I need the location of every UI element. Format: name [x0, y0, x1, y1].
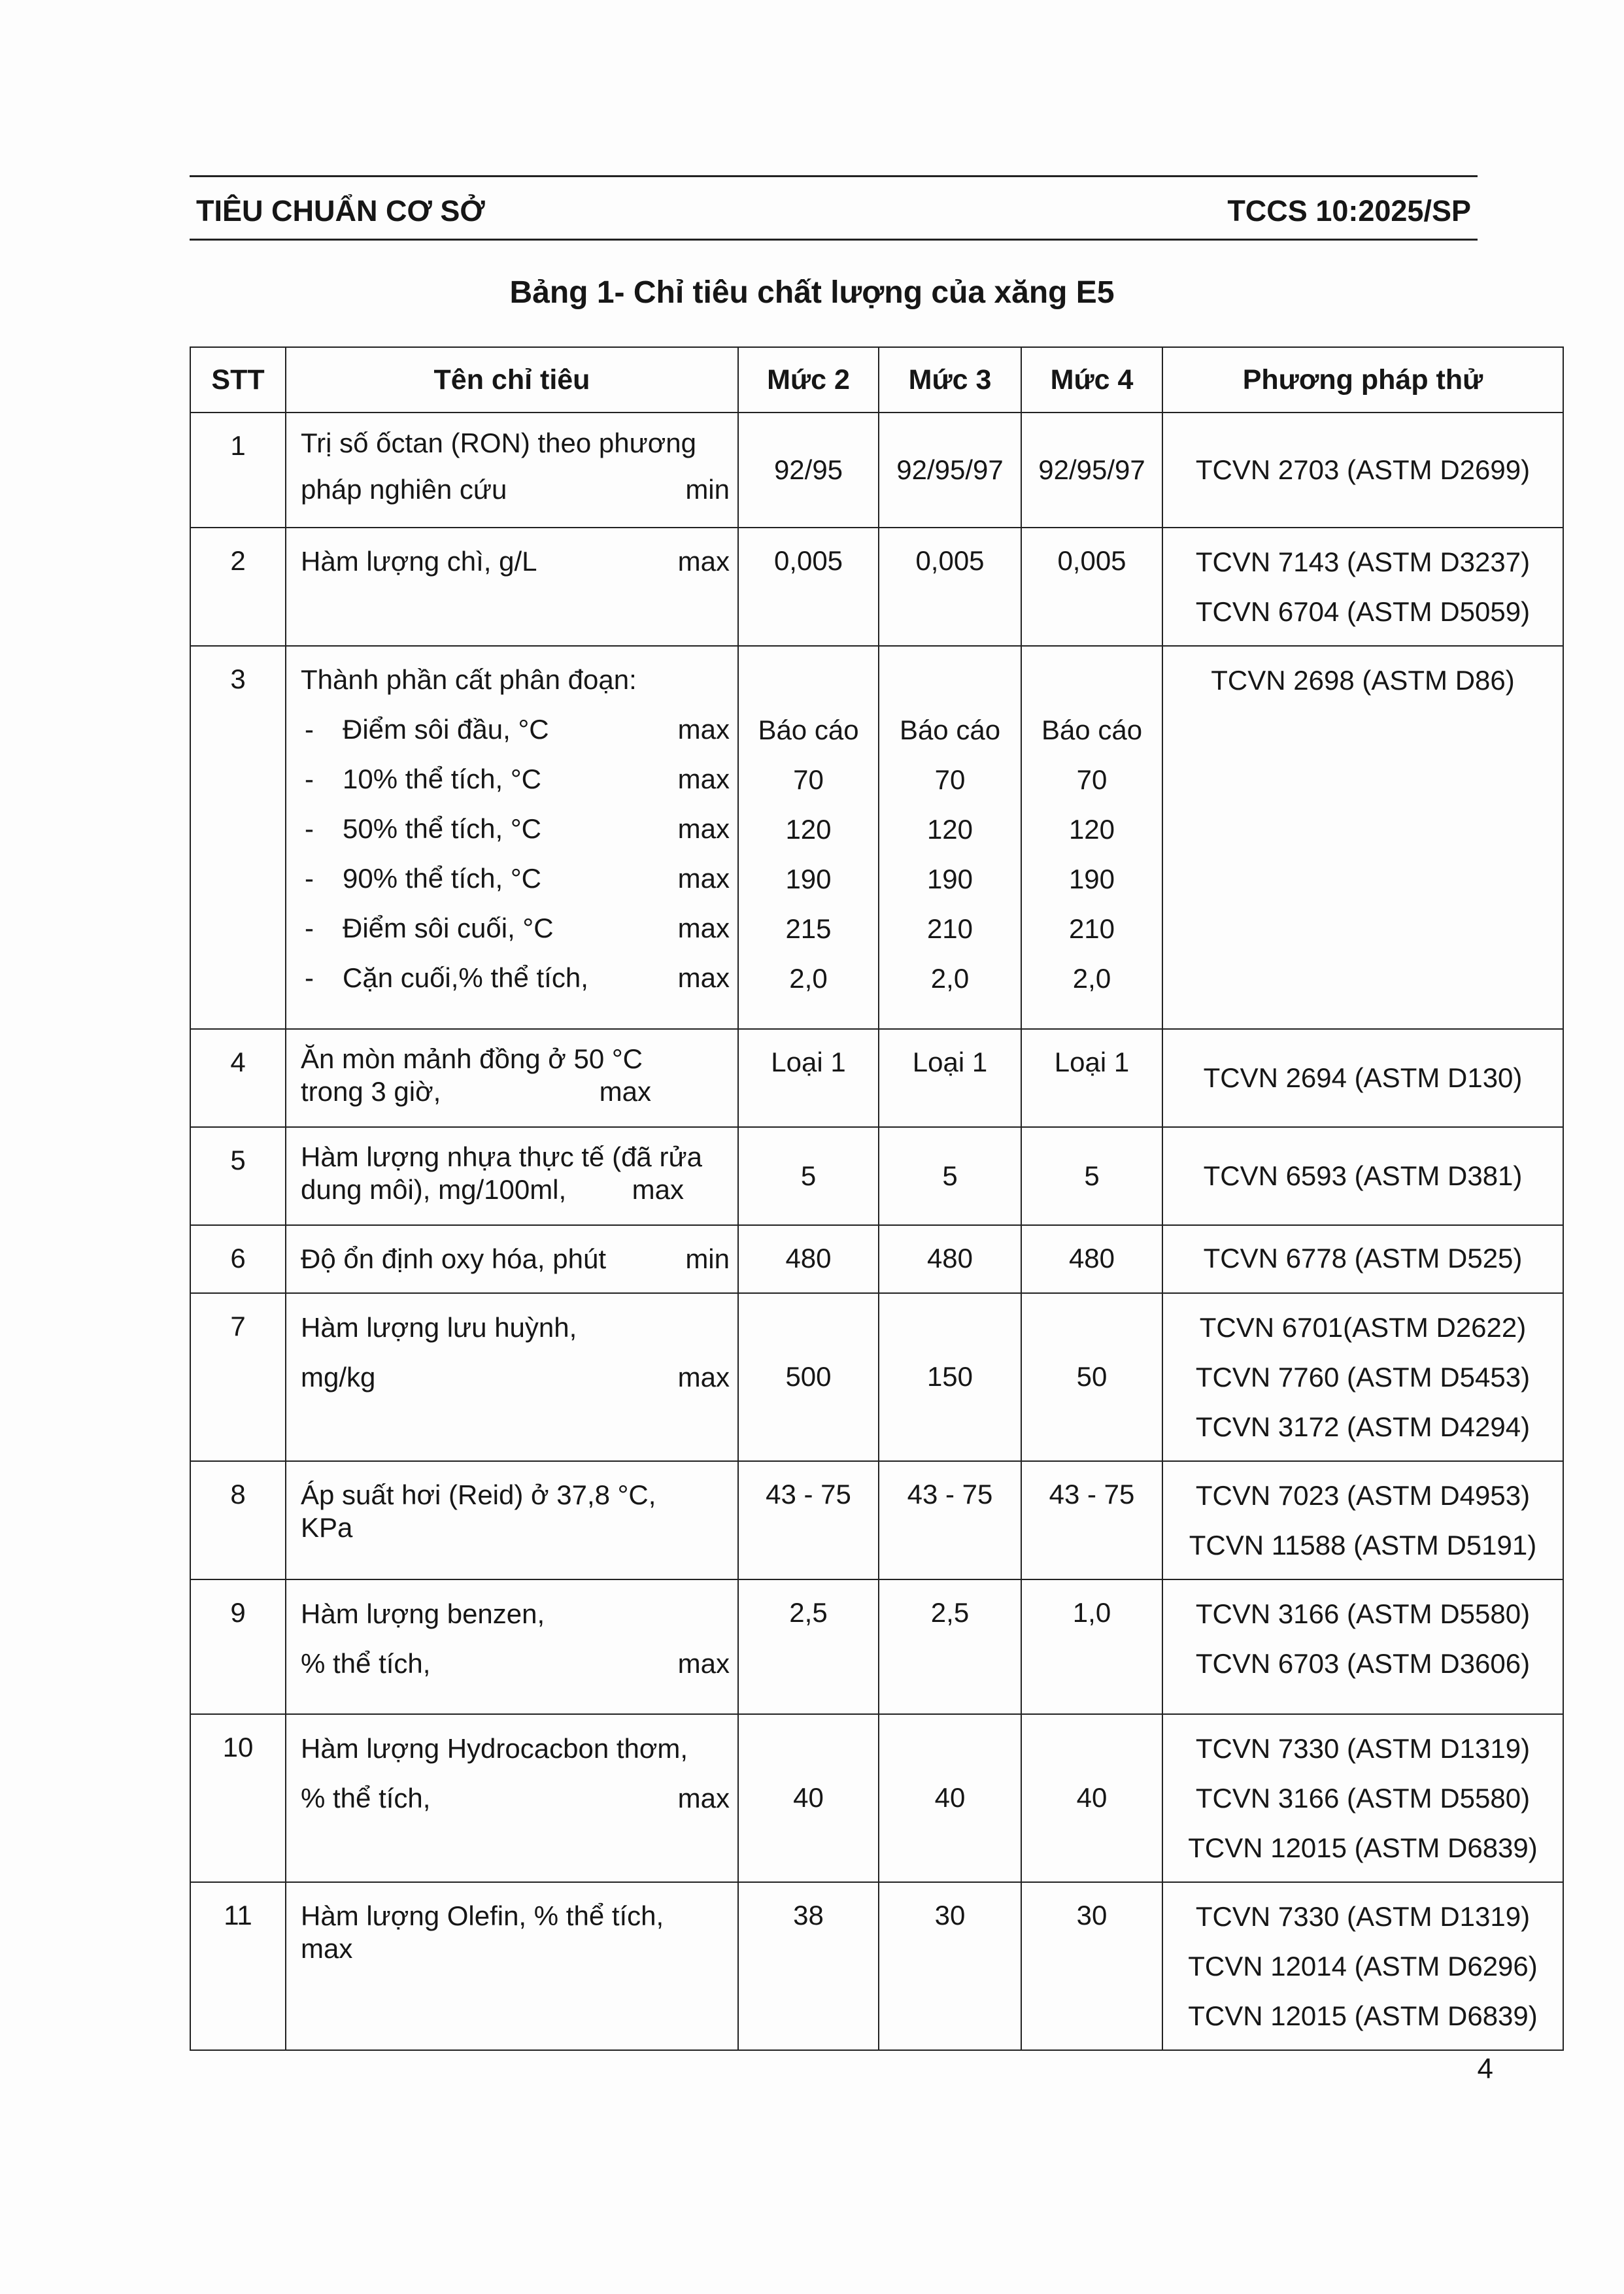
cell-name	[286, 1029, 738, 1127]
cell-stt: 7	[190, 1293, 286, 1461]
cell-level-2: 5	[738, 1127, 879, 1225]
name-line: dung môi), mg/100ml,	[301, 1174, 567, 1205]
method-line: TCVN 3172 (ASTM D4294)	[1195, 1411, 1531, 1442]
sub-dash: -	[305, 714, 314, 745]
name-line: trong 3 giờ,	[301, 1076, 441, 1107]
name-line: KPa	[301, 1512, 353, 1543]
value-line: 190	[785, 864, 832, 894]
cell-method	[1162, 1461, 1563, 1579]
qualifier: max	[677, 714, 730, 745]
cell-name	[286, 1127, 738, 1225]
cell-name	[286, 528, 738, 646]
method-line: TCVN 7330 (ASTM D1319)	[1195, 1901, 1531, 1932]
value-line: Báo cáo	[1041, 715, 1143, 745]
table-row	[190, 1029, 1563, 1127]
method-line: TCVN 3166 (ASTM D5580)	[1195, 1598, 1531, 1629]
cell-name	[286, 646, 738, 1029]
col-header-level-2: Mức 2	[738, 347, 879, 413]
col-header-stt: STT	[190, 347, 286, 413]
method-line: TCVN 12015 (ASTM D6839)	[1188, 1832, 1538, 1863]
cell-level-4: 50	[1021, 1293, 1162, 1461]
cell-level-4: 1,0	[1021, 1579, 1162, 1714]
name-line: pháp nghiên cứu	[301, 474, 507, 505]
cell-level-4: 5	[1021, 1127, 1162, 1225]
cell-name	[286, 1461, 738, 1579]
value-line: 120	[1068, 814, 1115, 845]
value-line: 70	[1076, 764, 1108, 795]
qualifier: max	[632, 1174, 684, 1205]
qualifier: max	[677, 546, 730, 577]
cell-method: TCVN 6593 (ASTM D381)	[1162, 1127, 1563, 1225]
qualifier: min	[685, 1243, 730, 1274]
qualifier: max	[677, 913, 730, 943]
cell-method	[1162, 1714, 1563, 1882]
cell-name	[286, 1714, 738, 1882]
value-line: Báo cáo	[758, 715, 859, 745]
value-line: Báo cáo	[899, 715, 1001, 745]
table-header-row	[190, 347, 1563, 413]
cell-stt: 3	[190, 646, 286, 1029]
table-row	[190, 1293, 1563, 1461]
method-line: TCVN 3166 (ASTM D5580)	[1195, 1783, 1531, 1813]
table-row	[190, 1461, 1563, 1579]
cell-name	[286, 1225, 738, 1293]
table-row	[190, 1127, 1563, 1225]
cell-level-4: 92/95/97	[1021, 413, 1162, 528]
table-row	[190, 1882, 1563, 2050]
method-line: TCVN 7330 (ASTM D1319)	[1195, 1733, 1531, 1764]
method-line: TCVN 6704 (ASTM D5059)	[1195, 596, 1531, 627]
value-line: 70	[793, 764, 824, 795]
method-line: TCVN 2698 (ASTM D86)	[1211, 665, 1515, 696]
value-line: 190	[926, 864, 973, 894]
cell-method: TCVN 2703 (ASTM D2699)	[1162, 413, 1563, 528]
sub-dash: -	[305, 813, 314, 844]
value-line: 120	[785, 814, 832, 845]
col-header-level-4: Mức 4	[1021, 347, 1162, 413]
value-line: 70	[934, 764, 966, 795]
name-line: Hàm lượng Olefin, % thể tích,	[301, 1900, 664, 1931]
qualifier: max	[677, 1783, 730, 1813]
name-line: Hàm lượng lưu huỳnh,	[301, 1312, 577, 1343]
sub-dash: -	[305, 764, 314, 794]
cell-stt: 9	[190, 1579, 286, 1714]
cell-level-3: 2,5	[879, 1579, 1021, 1714]
qualifier: max	[677, 1648, 730, 1679]
qualifier: max	[677, 962, 730, 993]
method-line: TCVN 6703 (ASTM D3606)	[1195, 1648, 1531, 1679]
cell-method	[1162, 1293, 1563, 1461]
value-line: 210	[926, 913, 973, 944]
value-line: 2,0	[789, 963, 828, 994]
cell-level-4: 43 - 75	[1021, 1461, 1162, 1579]
qualifier: max	[599, 1076, 651, 1107]
name-line: Hàm lượng benzen,	[301, 1598, 545, 1629]
method-line: TCVN 6701(ASTM D2622)	[1199, 1312, 1527, 1343]
cell-method	[1162, 646, 1563, 1029]
cell-level-2: 0,005	[738, 528, 879, 646]
page-header	[190, 175, 1478, 241]
name-line: Ăn mòn mảnh đồng ở 50 °C	[301, 1043, 643, 1074]
cell-level-4	[1021, 646, 1162, 1029]
header-standard-code: TCCS 10:2025/SP	[1227, 194, 1471, 228]
name-line: mg/kg	[301, 1362, 376, 1392]
method-line: TCVN 12015 (ASTM D6839)	[1188, 2000, 1538, 2031]
page-number: 4	[1477, 2053, 1493, 2085]
cell-level-2: 38	[738, 1882, 879, 2050]
method-line: TCVN 7143 (ASTM D3237)	[1195, 547, 1531, 577]
sub-label: Điểm sôi cuối, °C	[343, 913, 554, 943]
cell-level-3: 40	[879, 1714, 1021, 1882]
cell-level-2: 43 - 75	[738, 1461, 879, 1579]
cell-method: TCVN 6778 (ASTM D525)	[1162, 1225, 1563, 1293]
table-row	[190, 1225, 1563, 1293]
sub-label: Cặn cuối,% thể tích,	[343, 962, 588, 993]
sub-label: 10% thể tích, °C	[343, 764, 541, 794]
sub-dash: -	[305, 863, 314, 894]
cell-level-2: 500	[738, 1293, 879, 1461]
cell-stt: 11	[190, 1882, 286, 2050]
qualifier: max	[677, 764, 730, 794]
quality-spec-table	[190, 346, 1564, 2051]
table-row	[190, 413, 1563, 528]
cell-level-2: 2,5	[738, 1579, 879, 1714]
header-standard-type: TIÊU CHUẨN CƠ SỞ	[196, 194, 485, 228]
cell-level-4: 30	[1021, 1882, 1162, 2050]
cell-level-3: 0,005	[879, 528, 1021, 646]
cell-name	[286, 1579, 738, 1714]
cell-method: TCVN 2694 (ASTM D130)	[1162, 1029, 1563, 1127]
cell-level-3: 5	[879, 1127, 1021, 1225]
name-line: Hàm lượng nhựa thực tế (đã rửa	[301, 1141, 702, 1172]
value-line: 215	[785, 913, 832, 944]
cell-stt: 5	[190, 1127, 286, 1225]
cell-stt: 4	[190, 1029, 286, 1127]
cell-level-2: 92/95	[738, 413, 879, 528]
method-line: TCVN 12014 (ASTM D6296)	[1188, 1951, 1538, 1982]
table-row	[190, 528, 1563, 646]
name-line: Áp suất hơi (Reid) ở 37,8 °C,	[301, 1479, 656, 1510]
sub-dash: -	[305, 913, 314, 943]
name-line: Hàm lượng Hydrocacbon thơm,	[301, 1733, 688, 1764]
cell-name	[286, 1882, 738, 2050]
value-line: 120	[926, 814, 973, 845]
cell-level-4: 0,005	[1021, 528, 1162, 646]
qualifier: max	[677, 863, 730, 894]
method-line: TCVN 11588 (ASTM D5191)	[1189, 1530, 1537, 1560]
cell-method	[1162, 1579, 1563, 1714]
sub-label: 90% thể tích, °C	[343, 863, 541, 894]
name-line: Thành phần cất phân đoạn:	[301, 664, 637, 695]
cell-level-4: Loại 1	[1021, 1029, 1162, 1127]
cell-stt: 8	[190, 1461, 286, 1579]
name-line: Trị số ốctan (RON) theo phương	[301, 428, 697, 458]
cell-level-4: 40	[1021, 1714, 1162, 1882]
name-line: Hàm lượng chì, g/L	[301, 546, 537, 577]
value-line: 210	[1068, 913, 1115, 944]
value-line: 190	[1068, 864, 1115, 894]
cell-stt: 2	[190, 528, 286, 646]
cell-level-3: 30	[879, 1882, 1021, 2050]
qualifier: max	[677, 813, 730, 844]
cell-stt: 6	[190, 1225, 286, 1293]
cell-method	[1162, 1882, 1563, 2050]
col-header-name: Tên chỉ tiêu	[286, 347, 738, 413]
table-title: Bảng 1- Chỉ tiêu chất lượng của xăng E5	[509, 275, 1115, 310]
col-header-method: Phương pháp thử	[1162, 347, 1563, 413]
qualifier: min	[685, 474, 730, 505]
name-line: Độ ổn định oxy hóa, phút	[301, 1243, 607, 1274]
cell-name	[286, 1293, 738, 1461]
cell-stt: 10	[190, 1714, 286, 1882]
value-line: 2,0	[1072, 963, 1111, 994]
cell-level-3	[879, 646, 1021, 1029]
cell-stt: 1	[190, 413, 286, 528]
cell-level-3: Loại 1	[879, 1029, 1021, 1127]
table-row	[190, 1579, 1563, 1714]
name-line: % thể tích,	[301, 1648, 431, 1679]
col-header-level-3: Mức 3	[879, 347, 1021, 413]
value-line: 2,0	[930, 963, 970, 994]
sub-label: 50% thể tích, °C	[343, 813, 541, 844]
cell-name	[286, 413, 738, 528]
cell-level-3: 480	[879, 1225, 1021, 1293]
method-line: TCVN 7023 (ASTM D4953)	[1195, 1480, 1531, 1511]
cell-level-3: 43 - 75	[879, 1461, 1021, 1579]
cell-level-2: 480	[738, 1225, 879, 1293]
table-row	[190, 646, 1563, 1029]
cell-level-2: Loại 1	[738, 1029, 879, 1127]
cell-level-3: 92/95/97	[879, 413, 1021, 528]
cell-level-4: 480	[1021, 1225, 1162, 1293]
name-line: max	[301, 1933, 353, 1964]
qualifier: max	[677, 1362, 730, 1392]
sub-dash: -	[305, 962, 314, 993]
name-line: % thể tích,	[301, 1783, 431, 1813]
cell-level-3: 150	[879, 1293, 1021, 1461]
cell-method	[1162, 528, 1563, 646]
cell-level-2	[738, 646, 879, 1029]
table-row	[190, 1714, 1563, 1882]
sub-label: Điểm sôi đầu, °C	[343, 714, 549, 745]
cell-level-2: 40	[738, 1714, 879, 1882]
method-line: TCVN 7760 (ASTM D5453)	[1195, 1362, 1531, 1392]
